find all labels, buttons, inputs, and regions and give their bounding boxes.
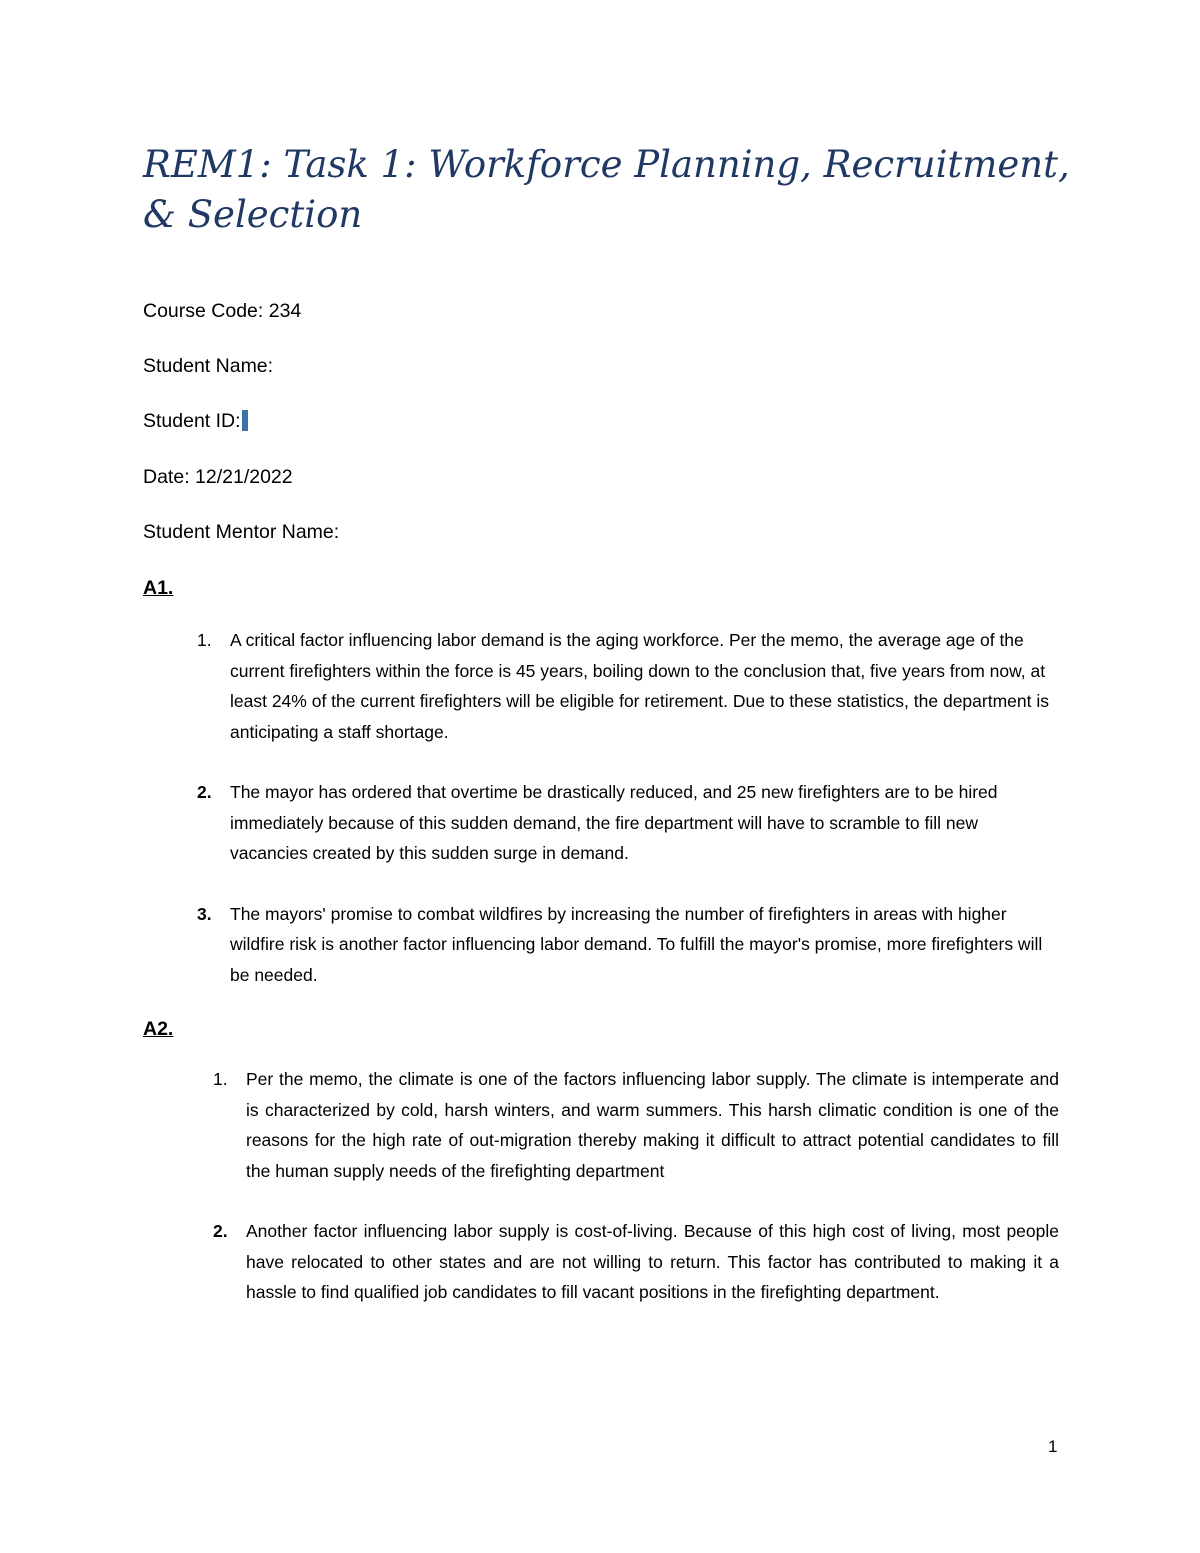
student-id-label: Student ID: [143,410,241,432]
date-field: Date: 12/21/2022 [143,466,293,488]
list-item-text: Another factor influencing labor supply is cost-of-living. Because of this high cost of living, most people have relocated to other states and are not willing to return. This factor has contributed to making it a hassle to find qualified job candidates to fill vacant positions in the firefighting department. [246,1221,1059,1302]
section-a1-list [197,625,1060,1020]
list-item-text: Per the memo, the climate is one of the factors influencing labor supply. The climate is intemperate and is characterized by cold, harsh winters, and warm summers. This harsh climatic condition is one of the reasons for the high rate of out-migration thereby making it difficult to attract potential candidates to fill the human supply needs of the firefighting department [246,1069,1059,1181]
section-a2-heading: A2. [143,1018,174,1040]
student-name-field: Student Name: [143,355,274,377]
list-item [213,1064,1059,1186]
list-item [197,777,1060,869]
course-code-field: Course Code: 234 [143,300,302,322]
list-item-number: 1. [213,1069,228,1089]
mentor-name-field: Student Mentor Name: [143,521,340,543]
list-item [213,1216,1059,1308]
list-item-number: 1. [197,630,212,650]
page-number: 1 [1048,1437,1058,1456]
list-item-number: 2. [213,1221,228,1241]
list-item-text: The mayors' promise to combat wildfires by increasing the number of firefighters in areas with higher wildfire risk is another factor influencing labor demand. To fulfill the mayor's promise, more firefighters will be needed. [230,903,1043,985]
list-item-number: 2. [197,782,212,802]
list-item [197,899,1060,991]
student-id-field [143,409,248,433]
list-item-text: A critical factor influencing labor demand is the aging workforce. Per the memo, the average age of the current firefighters within the force is 45 years, boiling down to the conclusion that, five years from now, at least 24% of the current firefighters will be eligible for retirement. Due to these statistics, the department is anticipating a staff shortage. [230,630,1049,742]
section-a2-list [213,1064,1059,1338]
section-a1-heading: A1. [143,577,174,599]
text-cursor-marker [242,410,248,431]
list-item [197,625,1060,747]
list-item-number: 3. [197,903,212,924]
document-title: REM1: Task 1: Workforce Planning, Recruitment, & Selection [143,143,1070,236]
list-item-text: The mayor has ordered that overtime be drastically reduced, and 25 new firefighters are to be hired immediately because of this sudden demand, the fire department will have to scramble to fill new vacancies created by this sudden surge in demand. [230,782,998,863]
